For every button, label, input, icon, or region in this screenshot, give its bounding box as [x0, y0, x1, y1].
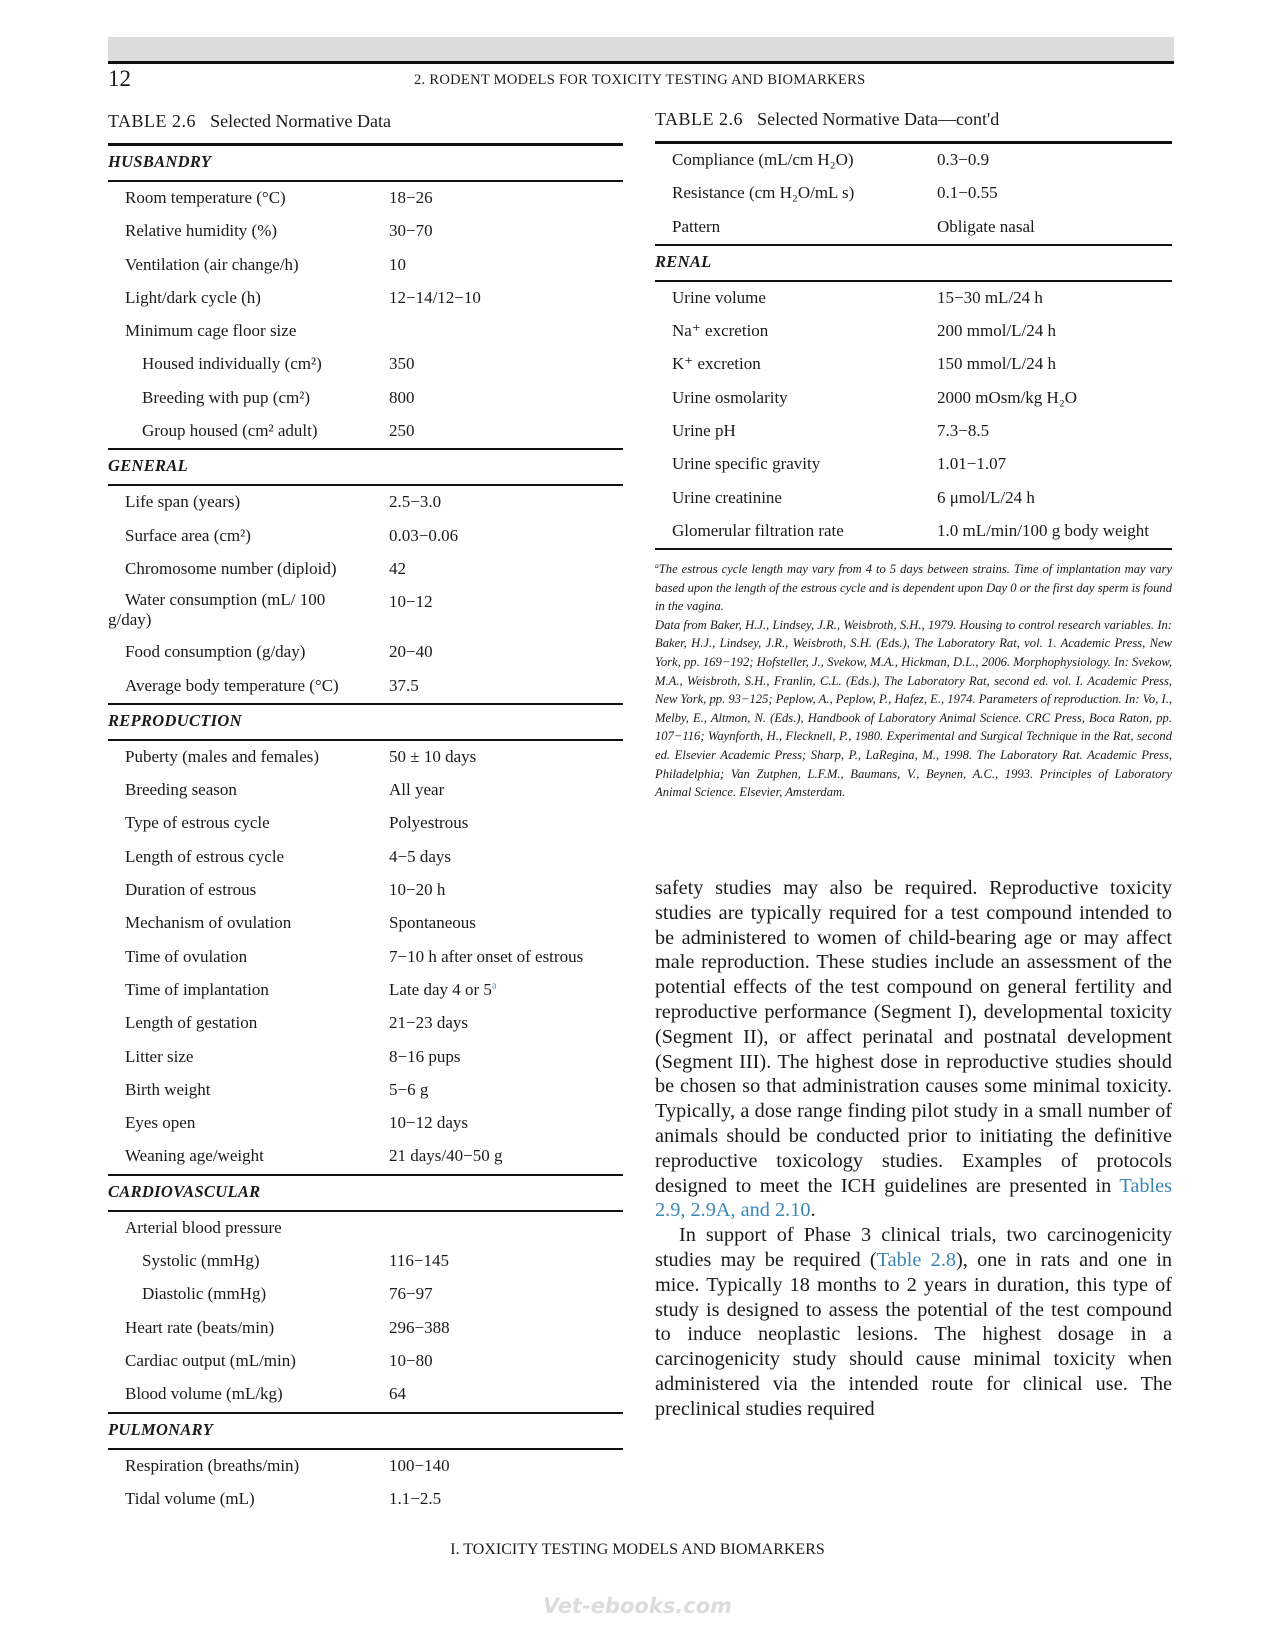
table-row: Light/dark cycle (h) 12−14/12−10	[125, 287, 481, 307]
table-row: Mechanism of ovulation Spontaneous	[125, 913, 476, 933]
table-row: Eyes open 10−12 days	[125, 1113, 468, 1133]
table-row: Housed individually (cm²) 350	[142, 354, 415, 374]
footnote-link[interactable]: a	[491, 980, 497, 992]
footnote-a: $^a$The estrous cycle length may vary from 4 to 5 days between strains. Time of implantation may vary based upon the length of the estrous cycle and is dependent upon Day 0 or the first day sperm is found in the vagina.	[655, 560, 1172, 614]
table-caption-right	[655, 109, 999, 130]
table-footnotes	[655, 560, 1172, 802]
table-row: Litter size 8−16 pups	[125, 1046, 461, 1066]
table-row: Length of estrous cycle 4−5 days	[125, 846, 451, 866]
table-row: Life span (years) 2.5−3.0	[125, 492, 442, 512]
table-row: Ventilation (air change/h) 10	[125, 254, 406, 274]
table-number: TABLE 2.6	[108, 111, 197, 131]
table-row: Surface area (cm²) 0.03−0.06	[125, 525, 459, 545]
watermark-logo: Vet-ebooks.com	[542, 1594, 733, 1618]
table-row: Minimum cage floor size	[125, 321, 297, 341]
table-row: Breeding season All year	[125, 780, 445, 800]
table-row: Relative humidity (%) 30−70	[125, 221, 433, 241]
table-row: Blood volume (mL/kg) 64	[108, 1378, 623, 1413]
table-row: Chromosome number (diploid) 42	[125, 558, 406, 578]
table-row: Cardiac output (mL/min) 10−80	[125, 1350, 433, 1370]
section-general: GENERAL	[108, 450, 623, 486]
body-text	[655, 876, 1172, 1422]
table-title: Selected Normative Data—cont'd	[757, 109, 1000, 129]
table-title: Selected Normative Data	[210, 111, 391, 131]
paragraph: safety studies may also be required. Reproductive toxicity studies are typically required for a test compound intended to be administered to women of child-bearing age or may affect male reproduction. These studies include an assessment of the potential effects of the test compound on general fertility and reproductive performance (Segment I), developmental toxicity (Segment II), or affect perinatal and postnatal development (Segment III). The highest dose in reproductive studies should be chosen so that administration causes some minimal toxicity. Typically, a dose range finding pilot study in a small number of animals should be conducted prior to initiating the definitive reproductive toxicology studies. Examples of protocols designed to meet the ICH guidelines are presented in Tables 2.9, 2.9A, and 2.10.	[655, 877, 1172, 1222]
table-row: Weaning age/weight 21 days/40−50 g	[108, 1140, 623, 1175]
section-cardiovascular: CARDIOVASCULAR	[108, 1176, 623, 1212]
paragraph: In support of Phase 3 clinical trials, two carcinogenicity studies may be required (Table 2.8), one in rats and one in mice. Typically 18 months to 2 years in duration, this type of study is designed to assess the potential of the test compound to induce neoplastic lesions. The highest dosage in a carcinogenicity study should cause minimal toxicity when administered via the intended route for clinical use. The preclinical studies required	[655, 1224, 1172, 1420]
table-row: Urine volume 15−30 mL/24 h	[672, 287, 1043, 307]
table-row: Urine specific gravity 1.01−1.07	[672, 454, 1007, 474]
header-rule	[108, 61, 1174, 64]
table-row: Pattern Obligate nasal	[655, 211, 1172, 246]
normative-data-table-left	[108, 146, 623, 1516]
table-row: Heart rate (beats/min) 296−388	[125, 1317, 450, 1337]
table-row: Time of implantation Late day 4 or 5$^a$	[125, 979, 497, 999]
table-row: Arterial blood pressure	[125, 1217, 282, 1237]
table-row: Group housed (cm² adult) 250	[108, 415, 623, 450]
table-row: Na⁺ excretion 200 mmol/L/24 h	[672, 321, 1056, 341]
section-renal: RENAL	[655, 246, 1172, 282]
table-row: Duration of estrous 10−20 h	[125, 880, 446, 900]
table-row: Average body temperature (°C) 37.5	[108, 670, 623, 705]
table-row: Puberty (males and females) 50 ± 10 days	[125, 746, 477, 766]
table-row: Glomerular filtration rate 1.0 mL/min/100 g body weight	[655, 515, 1172, 550]
footnote-sources: Data from Baker, H.J., Lindsey, J.R., Weisbroth, S.H., 1979. Housing to control research variables. In: Baker, H.J., Lindsey, J.R., Weisbroth, S.H. (Eds.), The Laboratory Rat, vol. 1. Academic Press, New York, pp. 169−192; Hofsteller, J., Svekow, M.A., Hickman, D.L., 2006. Morphophysiology. In: Svekow, M.A., Weisbroth, S.H., Franlin, C.L. (Eds.), The Laboratory Rat, second ed. vol. I. Academic Press, New York, pp. 93−125; Peplow, A., Peplow, P., Hafez, E., 1974. Parameters of reproduction. In: Vo, I., Melby, E., Altmon, N. (Eds.), Handbook of Laboratory Animal Science. CRC Press, Boca Raton, pp. 107−116; Waynforth, H., Flecknell, P., 1980. Experimental and Surgical Technique in the Rat, second ed. Elsevier Academic Press; Sharp, P., LaRegina, M., 1998. The Laboratory Rat. Academic Press, Philadelphia; Van Zutphen, L.F.M., Baumans, V., Beynen, A.C., 1993. Principles of Laboratory Animal Science. Elsevier, Amsterdam.	[655, 617, 1172, 800]
table-row: Urine pH 7.3−8.5	[672, 421, 990, 441]
table-row: Type of estrous cycle Polyestrous	[125, 813, 469, 833]
table-number: TABLE 2.6	[655, 109, 744, 129]
table-row: Systolic (mmHg) 116−145	[142, 1251, 449, 1271]
table-row: Diastolic (mmHg) 76−97	[142, 1284, 433, 1304]
table-row: Urine creatinine 6 μmol/L/24 h	[672, 487, 1035, 507]
table-row: Length of gestation 21−23 days	[125, 1013, 468, 1033]
section-husbandry: HUSBANDRY	[108, 146, 623, 182]
table-row: Food consumption (g/day) 20−40	[125, 642, 433, 662]
table-link[interactable]: Table 2.8	[876, 1248, 957, 1271]
page-footer: I. TOXICITY TESTING MODELS AND BIOMARKERS	[450, 1541, 825, 1558]
table-row: Respiration (breaths/min) 100−140	[125, 1455, 450, 1475]
running-head: 2. RODENT MODELS FOR TOXICITY TESTING AND BIOMARKERS	[414, 72, 866, 88]
table-row: K⁺ excretion 150 mmol/L/24 h	[672, 354, 1056, 374]
table-link[interactable]: Tables 2.9, 2.9A, and 2.10	[655, 1174, 1172, 1222]
table-row: Resistance (cm H₂O/mL s) 0.1−0.55	[672, 183, 998, 203]
table-caption-left	[108, 111, 391, 132]
normative-data-table-right	[655, 144, 1172, 550]
page-number: 12	[108, 66, 131, 91]
table-row: Urine osmolarity 2000 mOsm/kg H₂O	[672, 387, 1078, 407]
header-bar	[108, 37, 1174, 61]
table-row: Tidal volume (mL) 1.1−2.5	[125, 1488, 442, 1508]
table-row: Breeding with pup (cm²) 800	[142, 387, 415, 407]
table-row: Compliance (mL/cm H₂O) 0.3−0.9	[672, 150, 990, 169]
table-row: Time of ovulation 7−10 h after onset of estrous	[125, 946, 584, 966]
section-pulmonary: PULMONARY	[108, 1414, 623, 1450]
section-reproduction: REPRODUCTION	[108, 705, 623, 741]
table-row: Room temperature (°C) 18−26	[125, 188, 433, 207]
table-row: Water consumption (mL/ 100 g/day) 10−12	[108, 590, 433, 630]
table-row: Birth weight 5−6 g	[125, 1079, 429, 1099]
